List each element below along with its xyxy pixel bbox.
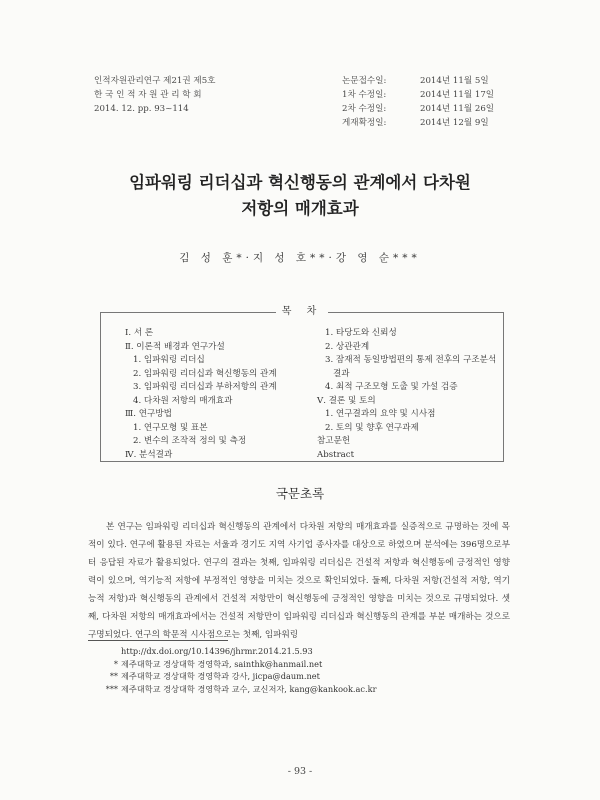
footnote (104, 683, 376, 696)
date-row (342, 74, 494, 88)
toc-item: Ⅳ. 분석결과 (125, 449, 173, 460)
footnote-text: 제주대학교 경상대학 경영학과 교수, 교신저자, kang@kankook.ac.kr (121, 683, 377, 694)
paper-title (0, 170, 600, 222)
toc-item: 3. 잠재적 동일방법편의 통제 전후의 구조분석 (325, 355, 497, 365)
table-of-contents (100, 306, 504, 462)
date-value: 2014년 11월 26일 (420, 104, 495, 114)
date-label: 게재확정일: (342, 118, 387, 128)
footnote-marker: ** (109, 671, 118, 681)
toc-item: 2. 변수의 조작적 정의 및 측정 (133, 436, 247, 446)
date-value: 2014년 11월 5일 (420, 76, 489, 86)
toc-item: 2. 토의 및 향후 연구과제 (325, 422, 419, 433)
abstract-body: 본 연구는 임파워링 리더십과 혁신행동의 관계에서 다차원 저항의 매개효과를 실증적으로 규명하는 것에 목적이 있다. 연구에 활용된 자료는 서울과 경기도 지역 사기업 종사자를 대상으로 하였으며 분석에는 396명으로부터 응답된 자료가 활용되었다. 연구의 결과는 첫째, 임파워링 리더십은 건설적 저항과 혁신행동에 긍정적인 영향력이 있으며, 역기능적 저항에 부정적인 영향을 미치는 것으로 확인되었다. 둘째, 다차원 저항(건설적 저항, 역기능적 저항)과 혁신행동의 관계에서 건설적 저항만이 혁신행동에 긍정적인 영향을 미치는 것으로 규명되었다. 셋째, 다차원 저항의 매개효과에서는 건설적 저항만이 임파워링 리더십과 혁신행동의 관계를 부분 매개하는 것으로 구명되었다. 연구의 학문적 시사점으로는 첫째, 임파워링 (88, 522, 510, 640)
footnote (104, 645, 376, 658)
toc-item: 3. 임파워링 리더십과 부하저항의 관계 (133, 382, 277, 392)
toc-item: Ⅰ. 서 론 (125, 328, 154, 338)
footnote (104, 658, 376, 671)
doi-link[interactable]: http://dx.doi.org/10.14396/jhrmr.2014.21.5.93 (121, 646, 313, 656)
submission-dates (342, 74, 494, 130)
footnote-rule (88, 640, 228, 641)
toc-item: 4. 다차원 저항의 매개효과 (133, 395, 233, 406)
toc-heading: 목 차 (276, 306, 329, 317)
date-label: 논문접수일: (342, 76, 387, 86)
date-row (342, 88, 494, 102)
date-row (342, 116, 494, 130)
page-number: - 93 - (287, 766, 313, 777)
toc-item: 결과 (333, 368, 350, 379)
footnote-marker: * (113, 658, 118, 669)
title-line: 저항의 매개효과 (241, 199, 359, 218)
date-value: 2014년 11월 17일 (420, 90, 495, 100)
date-row (342, 102, 494, 116)
toc-item: 1. 연구결과의 요약 및 시사점 (325, 409, 436, 419)
toc-item: Ⅲ. 연구방법 (125, 409, 172, 419)
journal-info (94, 74, 216, 116)
issue-pages: 2014. 12. pp. 93~114 (94, 104, 189, 114)
footnote (104, 670, 376, 683)
toc-item: 2. 상관관계 (325, 341, 370, 352)
toc-item: Abstract (317, 449, 355, 460)
toc-item: 1. 연구모형 및 표본 (133, 422, 208, 433)
author-list: 김 성 훈*·지 성 호**·강 영 순*** (179, 252, 421, 264)
footnotes (104, 645, 376, 695)
date-value: 2014년 12월 9일 (420, 118, 489, 128)
toc-item: 참고문헌 (317, 436, 351, 446)
toc-item: 1. 타당도와 신뢰성 (325, 328, 397, 338)
footnote-marker: *** (105, 683, 118, 694)
date-label: 2차 수정일: (342, 104, 387, 114)
toc-item: Ⅱ. 이론적 배경과 연구가설 (125, 341, 225, 352)
footnote-text: 제주대학교 경상대학 경영학과, sainthk@hanmail.net (121, 658, 323, 669)
toc-column-right (313, 327, 503, 462)
toc-item: 2. 임파워링 리더십과 혁신행동의 관계 (133, 368, 277, 379)
toc-column-left (121, 327, 321, 462)
toc-item: 4. 최적 구조모형 도출 및 가설 검증 (325, 382, 458, 392)
abstract-heading: 국문초록 (275, 486, 325, 501)
society-name: 한 국 인 적 자 원 관 리 학 회 (94, 90, 202, 100)
footnote-text: 제주대학교 경상대학 경영학과 강사, jicpa@daum.net (121, 671, 320, 681)
toc-item: Ⅴ. 결론 및 토의 (317, 395, 376, 406)
date-label: 1차 수정일: (342, 90, 387, 100)
toc-item: 1. 임파워링 리더십 (133, 355, 205, 365)
journal-name: 인적자원관리연구 제21권 제5호 (94, 76, 216, 86)
title-line: 임파워링 리더십과 혁신행동의 관계에서 다차원 (129, 173, 471, 192)
